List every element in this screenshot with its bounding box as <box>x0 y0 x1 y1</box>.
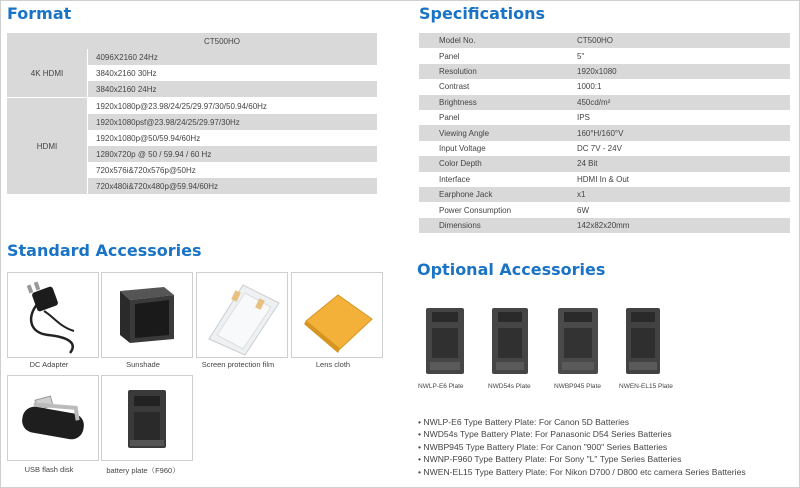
spec-key: Model No. <box>439 36 476 46</box>
spec-key: Power Consumption <box>439 205 512 215</box>
spec-row <box>419 33 790 48</box>
format-row: 720x480i&720x480p@59.94/60Hz <box>88 178 377 194</box>
format-row: 1920x1080psf@23.98/24/25/29.97/30Hz <box>88 114 377 130</box>
battery-plate-f960-caption: battery plate（F960） <box>106 466 180 475</box>
spec-value: 6W <box>577 205 589 215</box>
format-heading: Format <box>7 4 72 23</box>
spec-key: Interface <box>439 174 471 184</box>
bullet-item: • NWD54s Type Battery Plate: For Panasonic D54 Series Batteries <box>418 429 672 440</box>
spec-key: Dimensions <box>439 220 481 230</box>
usb-flash-disk-image <box>7 375 99 461</box>
spec-value: DC 7V - 24V <box>577 143 622 153</box>
dc-adapter-image <box>7 272 99 358</box>
spec-row <box>419 156 790 171</box>
spec-value: 450cd/m² <box>577 97 611 107</box>
optional-bullet-list <box>418 416 746 478</box>
bullet-item: • NWBP945 Type Battery Plate: For Canon "900" Series Batteries <box>418 441 668 452</box>
format-row: 3840x2160 24Hz <box>88 81 377 97</box>
usb-flash-disk-caption: USB flash disk <box>24 465 74 474</box>
spec-key: Input Voltage <box>439 143 486 153</box>
format-model: CT500HO <box>7 33 377 49</box>
spec-row <box>419 95 790 110</box>
spec-row <box>419 202 790 217</box>
nwlp-e6-plate-caption: NWLP-E6 Plate <box>418 383 464 390</box>
nwen-el15-plate-image <box>624 306 662 378</box>
bullet-item: • NWEN-EL15 Type Battery Plate: For Nikon D700 / D800 etc camera Series Batteries <box>418 466 746 477</box>
specs-heading: Specifications <box>419 4 545 23</box>
spec-key: Color Depth <box>439 159 482 169</box>
sunshade-caption: Sunshade <box>126 360 160 369</box>
dc-adapter-caption: DC Adapter <box>29 360 69 369</box>
lens-cloth-caption: Lens cloth <box>315 360 351 369</box>
spec-value: HDMI In & Out <box>577 174 630 184</box>
optional-heading: Optional Accessories <box>417 260 606 279</box>
spec-value: 160°H/160°V <box>577 128 624 138</box>
spec-key: Panel <box>439 113 460 123</box>
spec-row <box>419 218 790 233</box>
format-group-4k: 4K HDMI <box>7 49 87 97</box>
format-row: 1920x1080p@50/59.94/60Hz <box>88 130 377 146</box>
spec-key: Viewing Angle <box>439 128 490 138</box>
format-row: 720x576i&720x576p@50Hz <box>88 162 377 178</box>
nwbp945-plate-caption: NWBP945 Plate <box>554 383 601 390</box>
spec-value: 5" <box>577 51 585 61</box>
spec-value: 24 Bit <box>577 159 598 169</box>
spec-key: Contrast <box>439 82 470 92</box>
spec-row <box>419 64 790 79</box>
bullet-item: • NWLP-E6 Type Battery Plate: For Canon 5D Batteries <box>418 417 630 427</box>
spec-key: Earphone Jack <box>439 190 493 200</box>
battery-plate-f960-image <box>101 375 193 461</box>
nwbp945-plate-image <box>556 306 600 378</box>
spec-value: IPS <box>577 113 590 123</box>
spec-value: x1 <box>577 190 586 200</box>
screen-protection-film-image <box>196 272 288 358</box>
spec-value: 1920x1080 <box>577 66 617 76</box>
standard-heading: Standard Accessories <box>7 241 202 260</box>
nwlp-e6-plate-image <box>424 306 466 378</box>
spec-row <box>419 125 790 140</box>
format-row: 3840x2160 30Hz <box>88 65 377 81</box>
format-row: 4096X2160 24Hz <box>88 49 377 65</box>
format-row: 1920x1080p@23.98/24/25/29.97/30/50.94/60Hz <box>88 98 377 114</box>
spec-key: Brightness <box>439 97 477 107</box>
nwen-el15-plate-caption: NWEN-EL15 Plate <box>619 383 673 390</box>
bullet-item: • NWNP-F960 Type Battery Plate: For Sony "L" Type Series Batteries <box>418 454 682 465</box>
spec-value: 1000:1 <box>577 82 602 92</box>
sunshade-image <box>101 272 193 358</box>
spec-row <box>419 79 790 94</box>
format-row: 1280x720p @ 50 / 59.94 / 60 Hz <box>88 146 377 162</box>
lens-cloth-image <box>291 272 383 358</box>
spec-value: CT500HO <box>577 36 614 46</box>
screen-protection-film-caption: Screen protection film <box>201 360 275 369</box>
spec-value: 142x82x20mm <box>577 220 630 230</box>
spec-row <box>419 48 790 63</box>
spec-key: Panel <box>439 51 460 61</box>
format-group-hdmi: HDMI <box>7 98 87 194</box>
spec-row <box>419 141 790 156</box>
spec-row <box>419 187 790 202</box>
spec-key: Resolution <box>439 66 477 76</box>
spec-row <box>419 110 790 125</box>
nwd54s-plate-caption: NWD54s Plate <box>488 383 531 390</box>
spec-row <box>419 172 790 187</box>
nwd54s-plate-image <box>490 306 530 378</box>
